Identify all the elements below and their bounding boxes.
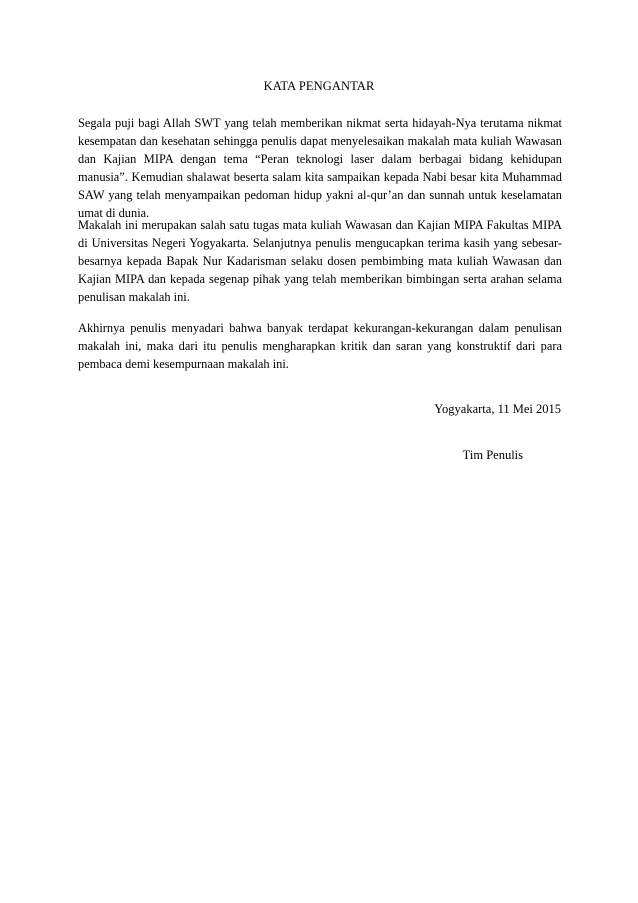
paragraph-opening: Segala puji bagi Allah SWT yang telah memberikan nikmat serta hidayah-Nya terutama nikmat kesempatan dan kesehatan sehingga penulis dapat menyelesaikan makalah mata kuliah Wawasan dan Kajian MIPA dengan tema “Peran teknologi laser dalam berbagai bidang kehidupan manusia”. Kemudian shalawat beserta salam kita sampaikan kepada Nabi besar kita Muhammad SAW yang telah menyampaikan pedoman hidup yakni al-qur’an dan sunnah untuk keselamatan umat di dunia. (78, 116, 562, 220)
place-date: Yogyakarta, 11 Mei 2015 (434, 402, 561, 416)
paragraph-acknowledgement: Makalah ini merupakan salah satu tugas mata kuliah Wawasan dan Kajian MIPA Fakultas MIPA di Universitas Negeri Yogyakarta. Selanjutnya penulis mengucapkan terima kasih yang sebesar-besarnya kepada Bapak Nur Kadarisman selaku dosen pembimbing mata kuliah Wawasan dan Kajian MIPA dan kepada segenap pihak yang telah memberikan bimbingan serta arahan selama penulisan makalah ini. (78, 218, 562, 304)
page-title: KATA PENGANTAR (263, 79, 375, 93)
signature: Tim Penulis (462, 448, 523, 462)
paragraph-closing: Akhirnya penulis menyadari bahwa banyak terdapat kekurangan-kekurangan dalam penulisan makalah ini, maka dari itu penulis mengharapkan kritik dan saran yang konstruktif dari para pembaca demi kesempurnaan makalah ini. (78, 321, 562, 371)
